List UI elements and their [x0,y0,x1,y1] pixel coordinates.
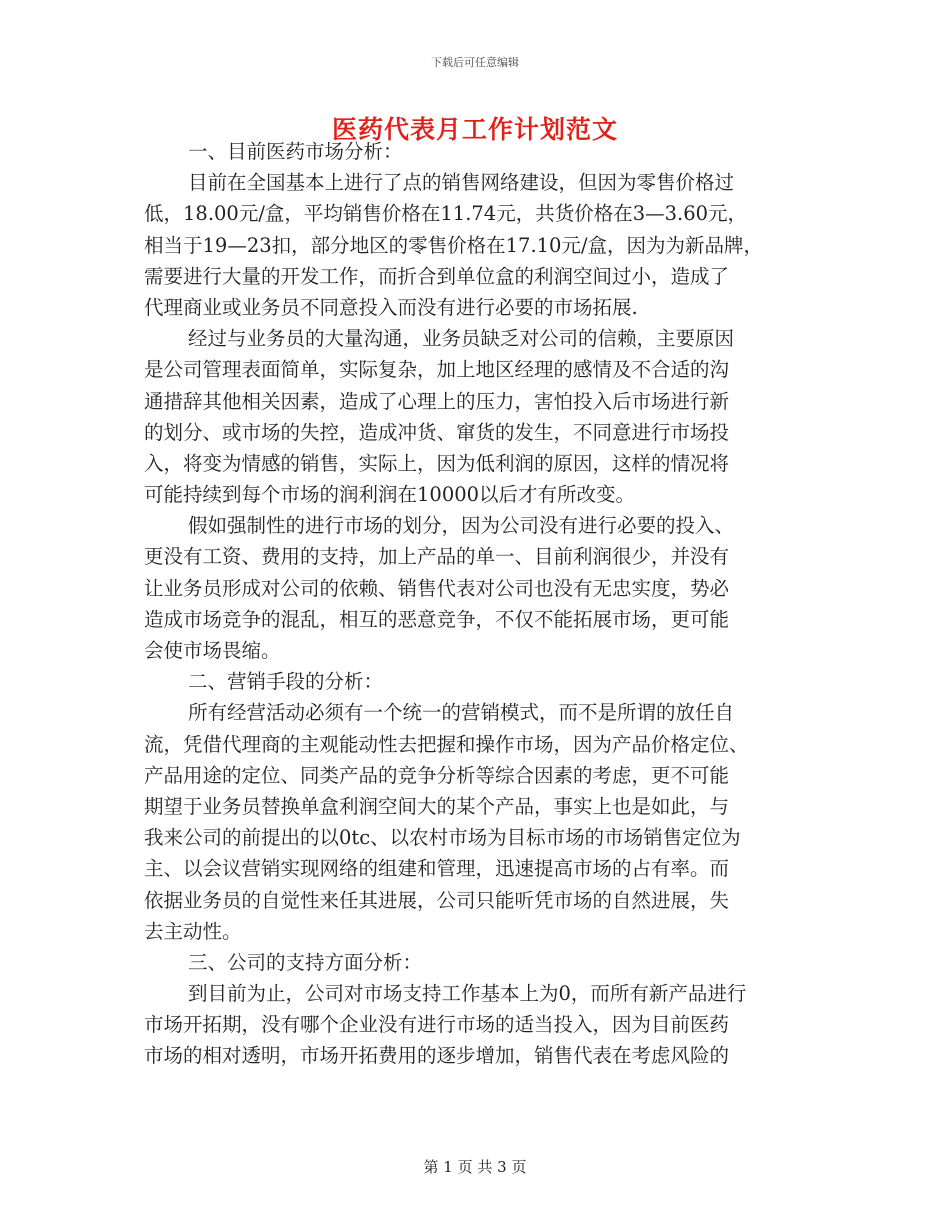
text-line: 会使市场畏缩。 [144,639,281,662]
text-line: 造成市场竞争的混乱，相互的恶意竞争，不仅不能拓展市场，更可能 [144,607,730,631]
text-line: 所有经营活动必须有一个统一的营销模式，而不是所谓的放任自 [188,701,735,725]
text-line: 一、目前医药市场分析： [188,140,403,163]
text-line: 到目前为止，公司对市场支持工作基本上为0，而所有新产品进行 [188,982,747,1006]
text-line: 代理商业或业务员不同意投入而没有进行必要的市场拓展. [144,295,638,319]
text-line: 产品用途的定位、同类产品的竞争分析等综合因素的考虑，更不可能 [144,763,730,787]
page-footer: 第 1 页 共 3 页 [423,1158,527,1176]
text-line: 的划分、或市场的失控，造成冲货、窜货的发生，不同意进行市场投 [144,420,730,444]
text-line: 需要进行大量的开发工作，而折合到单位盒的利润空间过小，造成了 [144,264,730,288]
text-line: 相当于19—23扣，部分地区的零售价格在17.10元/盒，因为为新品牌， [144,233,764,257]
text-line: 市场开拓期，没有哪个企业没有进行市场的适当投入，因为目前医药 [144,1013,730,1037]
header-note: 下载后可任意编辑 [431,56,519,69]
text-line: 去主动性。 [144,919,242,943]
text-line: 入，将变为情感的销售，实际上，因为低利润的原因，这样的情况将 [144,451,730,475]
text-line: 通措辞其他相关因素，造成了心理上的压力，害怕投入后市场进行新 [144,389,730,413]
text-line: 主、以会议营销实现网络的组建和管理，迅速提高市场的占有率。而 [144,857,730,881]
text-line: 低，18.00元/盒，平均销售价格在11.74元，共货价格在3—3.60元， [144,202,748,226]
text-line: 目前在全国基本上进行了点的销售网络建设，但因为零售价格过 [188,171,735,195]
document-body [144,136,824,1072]
text-line: 假如强制性的进行市场的划分，因为公司没有进行必要的投入、 [188,514,735,538]
text-line: 更没有工资、费用的支持，加上产品的单一、目前利润很少，并没有 [144,545,730,569]
text-line: 二、营销手段的分析： [188,670,384,694]
text-line: 期望于业务员替换单盒利润空间大的某个产品，事实上也是如此，与 [144,794,730,818]
text-line: 流，凭借代理商的主观能动性去把握和操作市场，因为产品价格定位、 [144,732,749,756]
text-line: 是公司管理表面简单，实际复杂，加上地区经理的感情及不合适的沟 [144,358,730,382]
text-line: 市场的相对透明，市场开拓费用的逐步增加，销售代表在考虑风险的 [144,1044,730,1068]
document-title: 医药代表月工作计划范文 [331,115,618,144]
text-line: 可能持续到每个市场的润利润在10000以后才有所改变。 [144,483,636,507]
text-line: 三、公司的支持方面分析： [188,950,423,974]
text-line: 经过与业务员的大量沟通，业务员缺乏对公司的信赖，主要原因 [188,327,735,351]
text-line: 让业务员形成对公司的依赖、销售代表对公司也没有无忠实度，势必 [144,576,730,600]
text-line: 我来公司的前提出的以0tc、以农村市场为目标市场的市场销售定位为 [144,826,741,850]
text-line: 依据业务员的自觉性来任其进展，公司只能听凭市场的自然进展，失 [144,888,730,912]
